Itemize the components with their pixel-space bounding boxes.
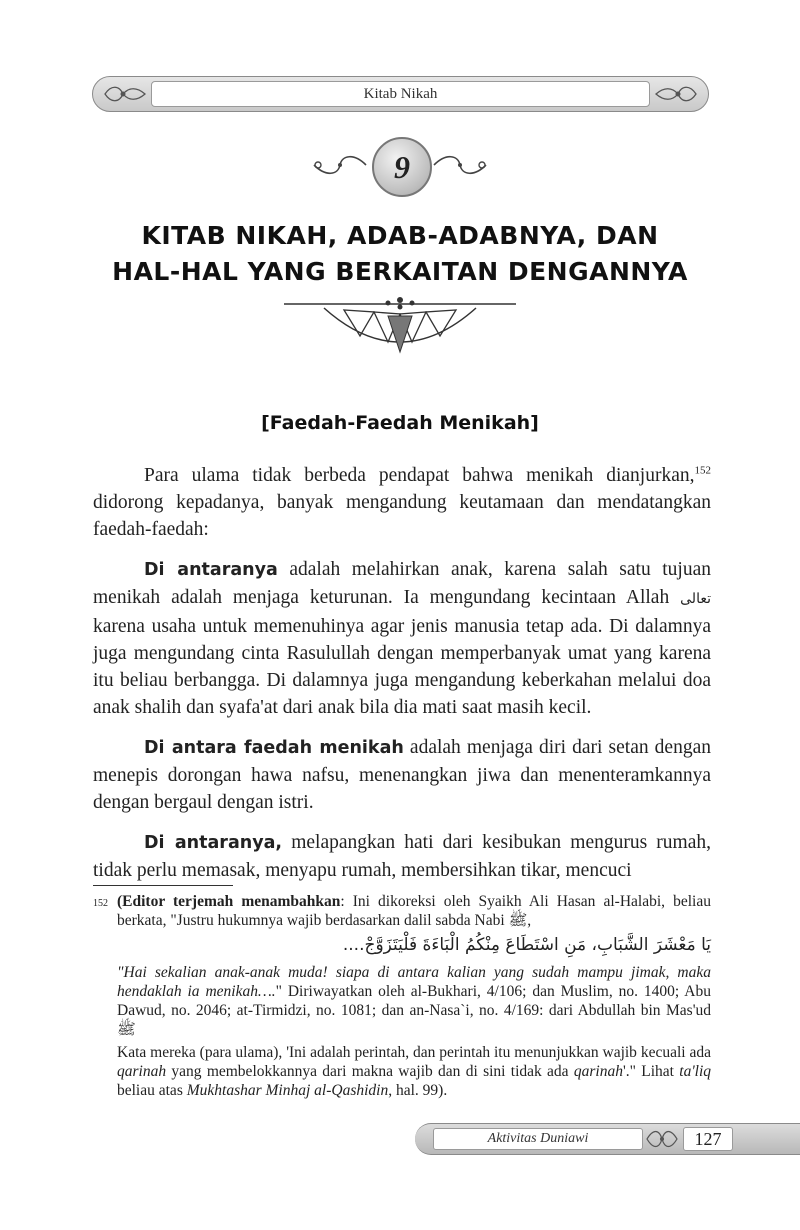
footnote-text: yang membelokkannya dari makna wajib dan di sini tidak ada [166,1063,574,1080]
honorific: تعالى [680,592,711,607]
honorific: ﷺ [117,1021,136,1038]
footnote-text: , [527,912,532,929]
arabic-hadith: يَا مَعْشَرَ الشَّبَابِ، مَنِ اسْتَطَاعَ مِنْكُمُ الْبَاءَةَ فَلْيَتَزَوَّجْ.... [342,935,711,955]
paragraph [93,462,711,543]
footnote-bold-intro: (Editor terjemah menambahkan [117,893,341,910]
italic-term: qarinah [573,1063,623,1080]
footnote-text: beliau atas [117,1082,187,1099]
translation-italic: "Hai sekalian anak-anak muda! siapa di antara kalian yang sudah mampu jimak, maka hendaklah ia menikah…. [117,964,711,1000]
italic-term: ta'liq [679,1063,711,1080]
floral-ornament-icon [101,83,149,105]
footnote-number: 152 [93,898,108,909]
paragraph-text: Para ulama tidak berbeda pendapat bahwa menikah dianjurkan, [144,465,695,486]
citation: " Diriwayatkan oleh al-Bukhari, 4/106; dan Muslim, no. 1400; Abu Dawud, no. 2046; at-Tirmidzi, no. 1081; dan an-Nasa`i, no. 4/169: dari Abdullah bin Mas'ud [117,983,711,1019]
hadith-translation [93,963,711,1039]
paragraph-text: didorong kepadanya, banyak mengandung keutamaan dan mendatangkan faedah-faedah: [93,492,711,540]
paragraph-text: adalah menjaga diri dari setan dengan menepis dorongan hawa nafsu, menenangkan jiwa dan menenteramkannya dengan bergaul dengan istri. [93,737,711,813]
paragraph [93,734,711,816]
footnote-intro [117,892,711,930]
footnote-text: : Ini dikoreksi oleh Syaikh Ali Hasan al-Halabi, beliau berkata, "Justru hukumnya wajib berdasarkan dalil sabda Nabi [117,893,711,929]
chapter-title-line: KITAB NIKAH, ADAB-ADABNYA, DAN [141,221,659,250]
italic-term: qarinah [117,1063,167,1080]
paragraph [93,829,711,884]
page-footer [415,1123,800,1155]
paragraph-lead: Di antara faedah menikah [144,738,404,758]
honorific: ﷺ [508,912,528,929]
mandala-divider-icon [284,296,516,356]
paragraph-lead: Di antaranya [144,560,278,580]
paragraph-text: adalah melahirkan anak, karena salah satu tujuan menikah adalah menjaga keturunan. Ia mengundang kecintaan Allah [93,559,711,608]
footnote-text: Kata mereka (para ulama), 'Ini adalah perintah, dan perintah itu menunjukkan wajib kecuali ada [117,1044,711,1061]
paragraph-text: melapangkan hati dari kesibukan mengurus rumah, tidak perlu memasak, menyapu rumah, membersihkan tikar, mencuci [93,832,711,881]
section-heading: [Faedah-Faedah Menikah] [261,412,539,434]
floral-ornament-icon [652,83,700,105]
running-title: Kitab Nikah [151,81,650,107]
footer-book-title: Aktivitas Duniawi [433,1128,643,1150]
footnote-closing [93,1043,711,1100]
page-number: 127 [683,1127,733,1151]
chapter-title [60,218,740,290]
chapter-title-line: HAL-HAL YANG BERKAITAN DENGANNYA [112,257,688,286]
running-header [92,76,709,112]
footnote-divider [93,885,233,886]
footnote [93,892,711,1100]
footnote-text: , hal. 99). [388,1082,448,1099]
chapter-number-medallion [310,137,490,193]
paragraph-lead: Di antaranya, [144,833,283,853]
footnote-text: '." Lihat [622,1063,680,1080]
floral-ornament-icon [645,1126,679,1152]
body-text [93,462,711,897]
scroll-ornament-icon [310,151,368,179]
paragraph-text: karena usaha untuk memenuhinya agar jenis manusia tetap ada. Di dalamnya juga mengundang cinta Rasulullah dengan memperbanyak umat yang karena itu beliau berbangga. Di dalamnya juga mengandung keberkahan melalui doa anak shalih dan syafa'at dari anak bila dia mati saat masih kecil. [93,616,711,718]
paragraph [93,556,711,721]
scroll-ornament-icon [432,151,490,179]
chapter-number: 9 [372,137,432,197]
book-title-italic: Mukhtashar Minhaj al-Qashidin [186,1082,389,1099]
footnote-reference: 152 [694,464,711,477]
